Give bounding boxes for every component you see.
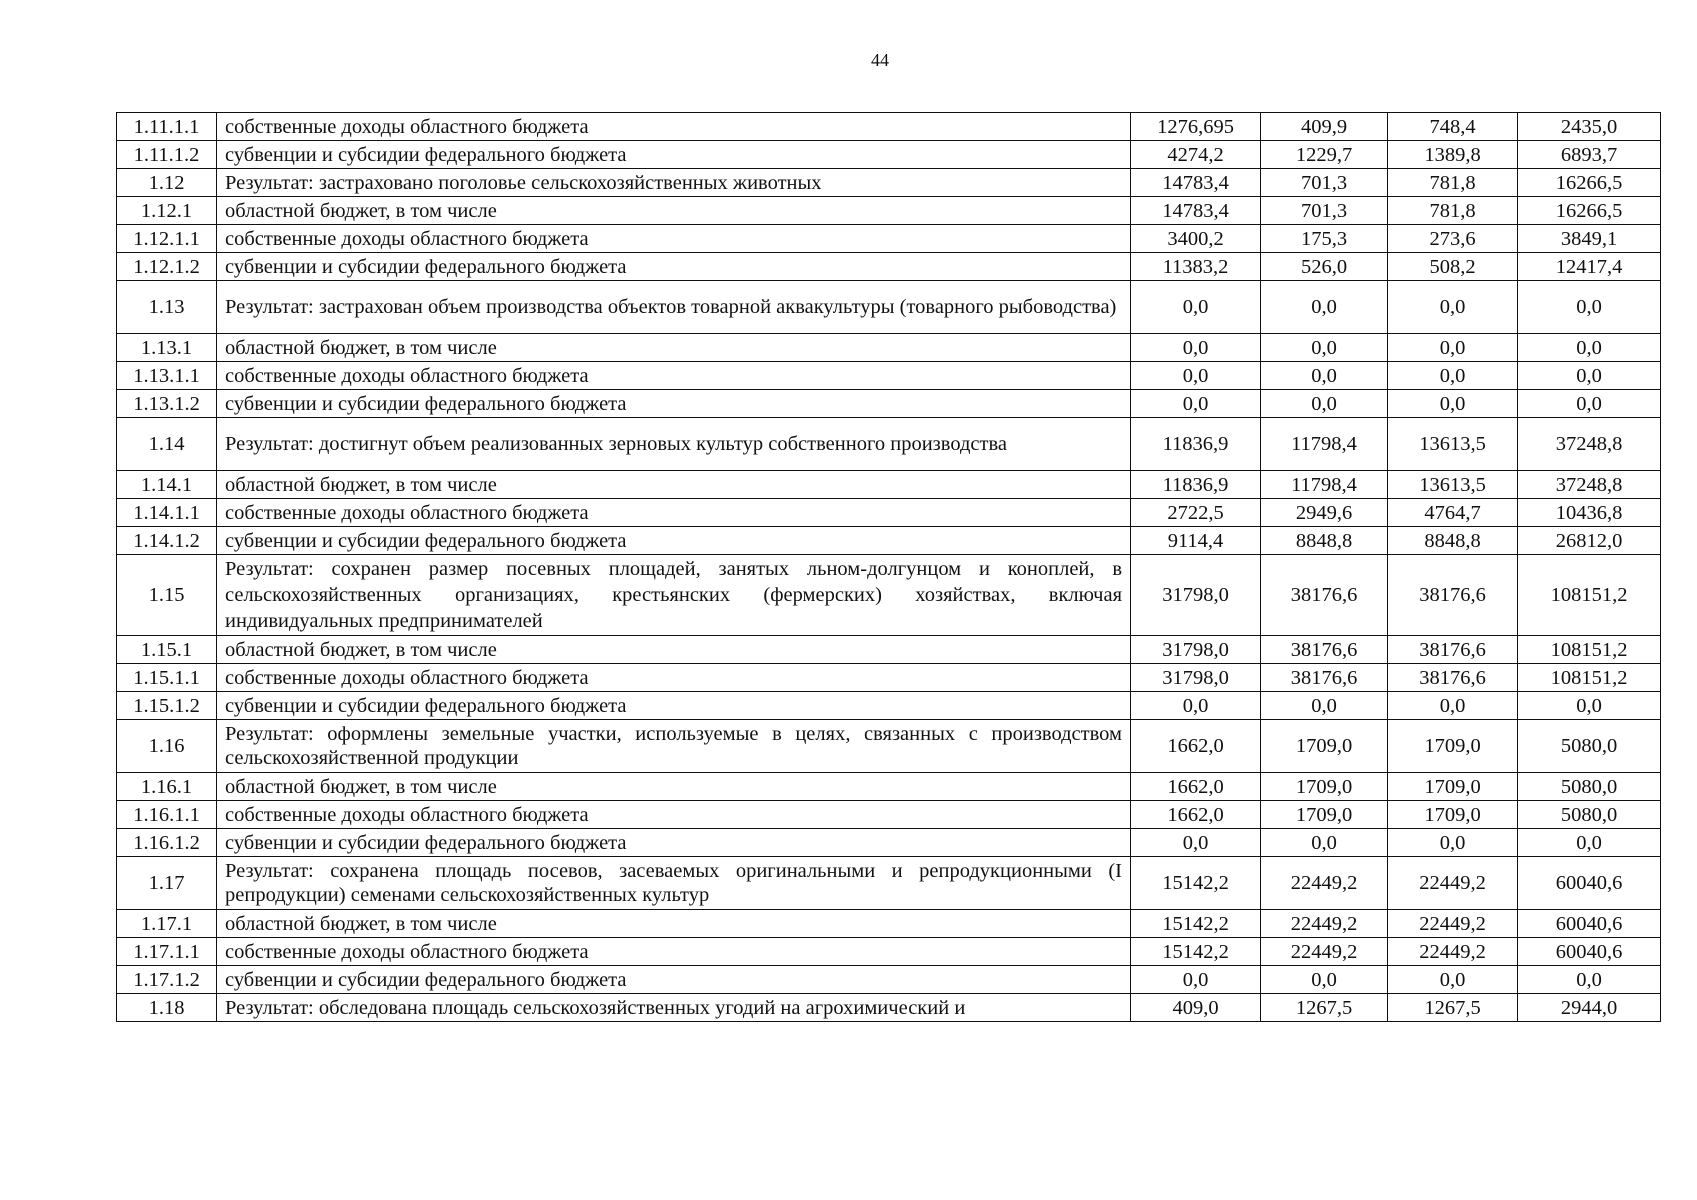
- value-cell-1: 1662,0: [1131, 720, 1261, 773]
- budget-table-body: [117, 113, 1661, 1022]
- row-description-cell: собственные доходы областного бюджета: [217, 664, 1131, 692]
- row-description-cell: субвенции и субсидии федерального бюджета: [217, 829, 1131, 857]
- value-cell-4: 108151,2: [1518, 636, 1661, 664]
- value-cell-3: 38176,6: [1388, 664, 1518, 692]
- row-description-cell: Результат: обследована площадь сельскохозяйственных угодий на агрохимический и: [217, 994, 1131, 1022]
- row-description-cell: собственные доходы областного бюджета: [217, 801, 1131, 829]
- value-cell-4: 0,0: [1518, 334, 1661, 362]
- table-row: [117, 720, 1661, 773]
- value-cell-2: 0,0: [1261, 829, 1388, 857]
- budget-table: [116, 112, 1661, 1022]
- value-cell-1: 31798,0: [1131, 636, 1261, 664]
- value-cell-2: 38176,6: [1261, 555, 1388, 636]
- row-number-cell: 1.12.1: [117, 197, 217, 225]
- row-number-cell: 1.17: [117, 857, 217, 910]
- value-cell-1: 11836,9: [1131, 471, 1261, 499]
- value-cell-3: 781,8: [1388, 169, 1518, 197]
- value-cell-3: 508,2: [1388, 253, 1518, 281]
- value-cell-3: 0,0: [1388, 692, 1518, 720]
- value-cell-1: 11836,9: [1131, 418, 1261, 471]
- row-number-cell: 1.15.1.1: [117, 664, 217, 692]
- value-cell-4: 16266,5: [1518, 197, 1661, 225]
- value-cell-2: 409,9: [1261, 113, 1388, 141]
- value-cell-4: 0,0: [1518, 829, 1661, 857]
- value-cell-4: 2944,0: [1518, 994, 1661, 1022]
- value-cell-4: 60040,6: [1518, 857, 1661, 910]
- value-cell-2: 1709,0: [1261, 801, 1388, 829]
- row-description-cell: Результат: застраховано поголовье сельскохозяйственных животных: [217, 169, 1131, 197]
- value-cell-3: 1389,8: [1388, 141, 1518, 169]
- value-cell-1: 0,0: [1131, 281, 1261, 334]
- value-cell-2: 11798,4: [1261, 471, 1388, 499]
- table-row: [117, 829, 1661, 857]
- row-description-cell: субвенции и субсидии федерального бюджета: [217, 390, 1131, 418]
- value-cell-4: 16266,5: [1518, 169, 1661, 197]
- row-number-cell: 1.13.1.2: [117, 390, 217, 418]
- row-number-cell: 1.15.1.2: [117, 692, 217, 720]
- value-cell-3: 22449,2: [1388, 910, 1518, 938]
- value-cell-1: 14783,4: [1131, 169, 1261, 197]
- table-row: [117, 555, 1661, 636]
- value-cell-4: 0,0: [1518, 281, 1661, 334]
- value-cell-1: 0,0: [1131, 390, 1261, 418]
- value-cell-2: 1267,5: [1261, 994, 1388, 1022]
- table-row: [117, 390, 1661, 418]
- value-cell-1: 1662,0: [1131, 801, 1261, 829]
- value-cell-1: 0,0: [1131, 966, 1261, 994]
- table-row: [117, 966, 1661, 994]
- value-cell-1: 1276,695: [1131, 113, 1261, 141]
- row-description-cell: субвенции и субсидии федерального бюджета: [217, 692, 1131, 720]
- table-row: [117, 527, 1661, 555]
- value-cell-1: 409,0: [1131, 994, 1261, 1022]
- value-cell-4: 10436,8: [1518, 499, 1661, 527]
- value-cell-3: 0,0: [1388, 966, 1518, 994]
- row-description-cell: областной бюджет, в том числе: [217, 197, 1131, 225]
- row-description-cell: областной бюджет, в том числе: [217, 636, 1131, 664]
- value-cell-3: 0,0: [1388, 334, 1518, 362]
- row-description-cell: субвенции и субсидии федерального бюджета: [217, 966, 1131, 994]
- value-cell-4: 5080,0: [1518, 720, 1661, 773]
- value-cell-1: 4274,2: [1131, 141, 1261, 169]
- value-cell-4: 0,0: [1518, 692, 1661, 720]
- value-cell-3: 0,0: [1388, 281, 1518, 334]
- row-number-cell: 1.13: [117, 281, 217, 334]
- value-cell-3: 1709,0: [1388, 720, 1518, 773]
- table-row: [117, 281, 1661, 334]
- row-description-cell: субвенции и субсидии федерального бюджета: [217, 141, 1131, 169]
- row-number-cell: 1.15: [117, 555, 217, 636]
- table-row: [117, 801, 1661, 829]
- row-description-cell: областной бюджет, в том числе: [217, 910, 1131, 938]
- value-cell-1: 31798,0: [1131, 664, 1261, 692]
- row-description-cell: Результат: сохранена площадь посевов, засеваемых оригинальными и репродукционными (I репродукции) семенами сельскохозяйственных культур: [217, 857, 1131, 910]
- row-number-cell: 1.16.1.2: [117, 829, 217, 857]
- table-row: [117, 994, 1661, 1022]
- value-cell-1: 0,0: [1131, 362, 1261, 390]
- value-cell-3: 748,4: [1388, 113, 1518, 141]
- value-cell-2: 0,0: [1261, 281, 1388, 334]
- value-cell-3: 0,0: [1388, 390, 1518, 418]
- value-cell-2: 0,0: [1261, 362, 1388, 390]
- value-cell-3: 1267,5: [1388, 994, 1518, 1022]
- value-cell-3: 1709,0: [1388, 801, 1518, 829]
- value-cell-2: 1709,0: [1261, 773, 1388, 801]
- row-description-cell: субвенции и субсидии федерального бюджета: [217, 253, 1131, 281]
- table-row: [117, 141, 1661, 169]
- row-number-cell: 1.12: [117, 169, 217, 197]
- value-cell-2: 8848,8: [1261, 527, 1388, 555]
- row-number-cell: 1.17.1.1: [117, 938, 217, 966]
- table-row: [117, 499, 1661, 527]
- value-cell-2: 22449,2: [1261, 910, 1388, 938]
- value-cell-4: 0,0: [1518, 362, 1661, 390]
- value-cell-4: 6893,7: [1518, 141, 1661, 169]
- value-cell-1: 31798,0: [1131, 555, 1261, 636]
- value-cell-2: 2949,6: [1261, 499, 1388, 527]
- table-row: [117, 692, 1661, 720]
- row-description-cell: собственные доходы областного бюджета: [217, 499, 1131, 527]
- value-cell-4: 2435,0: [1518, 113, 1661, 141]
- table-row: [117, 253, 1661, 281]
- row-number-cell: 1.16: [117, 720, 217, 773]
- row-number-cell: 1.14.1.1: [117, 499, 217, 527]
- table-row: [117, 857, 1661, 910]
- page-number: 44: [871, 50, 889, 70]
- value-cell-4: 37248,8: [1518, 471, 1661, 499]
- table-row: [117, 773, 1661, 801]
- table-row: [117, 938, 1661, 966]
- value-cell-4: 60040,6: [1518, 938, 1661, 966]
- value-cell-1: 0,0: [1131, 334, 1261, 362]
- value-cell-3: 1709,0: [1388, 773, 1518, 801]
- table-row: [117, 418, 1661, 471]
- value-cell-1: 15142,2: [1131, 938, 1261, 966]
- row-number-cell: 1.11.1.2: [117, 141, 217, 169]
- row-number-cell: 1.12.1.2: [117, 253, 217, 281]
- row-description-cell: областной бюджет, в том числе: [217, 471, 1131, 499]
- value-cell-2: 22449,2: [1261, 938, 1388, 966]
- value-cell-4: 60040,6: [1518, 910, 1661, 938]
- value-cell-1: 0,0: [1131, 829, 1261, 857]
- value-cell-4: 0,0: [1518, 966, 1661, 994]
- value-cell-2: 38176,6: [1261, 636, 1388, 664]
- value-cell-3: 38176,6: [1388, 555, 1518, 636]
- value-cell-2: 11798,4: [1261, 418, 1388, 471]
- row-number-cell: 1.15.1: [117, 636, 217, 664]
- value-cell-1: 3400,2: [1131, 225, 1261, 253]
- row-number-cell: 1.16.1: [117, 773, 217, 801]
- value-cell-2: 175,3: [1261, 225, 1388, 253]
- row-number-cell: 1.18: [117, 994, 217, 1022]
- value-cell-2: 0,0: [1261, 390, 1388, 418]
- value-cell-3: 22449,2: [1388, 857, 1518, 910]
- value-cell-1: 14783,4: [1131, 197, 1261, 225]
- row-number-cell: 1.14: [117, 418, 217, 471]
- row-description-cell: Результат: достигнут объем реализованных зерновых культур собственного производства: [217, 418, 1131, 471]
- row-number-cell: 1.14.1: [117, 471, 217, 499]
- value-cell-4: 5080,0: [1518, 773, 1661, 801]
- table-row: [117, 197, 1661, 225]
- table-row: [117, 225, 1661, 253]
- value-cell-3: 13613,5: [1388, 418, 1518, 471]
- value-cell-3: 0,0: [1388, 829, 1518, 857]
- table-row: [117, 664, 1661, 692]
- row-number-cell: 1.14.1.2: [117, 527, 217, 555]
- row-description-cell: Результат: оформлены земельные участки, используемые в целях, связанных с производством сельскохозяйственной продукции: [217, 720, 1131, 773]
- row-number-cell: 1.17.1.2: [117, 966, 217, 994]
- value-cell-2: 0,0: [1261, 692, 1388, 720]
- table-row: [117, 362, 1661, 390]
- value-cell-1: 2722,5: [1131, 499, 1261, 527]
- value-cell-1: 15142,2: [1131, 857, 1261, 910]
- value-cell-4: 5080,0: [1518, 801, 1661, 829]
- row-number-cell: 1.13.1: [117, 334, 217, 362]
- row-description-cell: собственные доходы областного бюджета: [217, 938, 1131, 966]
- row-description-cell: областной бюджет, в том числе: [217, 334, 1131, 362]
- row-number-cell: 1.17.1: [117, 910, 217, 938]
- value-cell-3: 0,0: [1388, 362, 1518, 390]
- row-number-cell: 1.13.1.1: [117, 362, 217, 390]
- value-cell-4: 12417,4: [1518, 253, 1661, 281]
- row-number-cell: 1.12.1.1: [117, 225, 217, 253]
- table-row: [117, 334, 1661, 362]
- row-description-cell: субвенции и субсидии федерального бюджета: [217, 527, 1131, 555]
- value-cell-2: 526,0: [1261, 253, 1388, 281]
- value-cell-1: 15142,2: [1131, 910, 1261, 938]
- value-cell-4: 0,0: [1518, 390, 1661, 418]
- value-cell-4: 37248,8: [1518, 418, 1661, 471]
- row-description-cell: собственные доходы областного бюджета: [217, 362, 1131, 390]
- value-cell-3: 22449,2: [1388, 938, 1518, 966]
- value-cell-1: 0,0: [1131, 692, 1261, 720]
- table-row: [117, 636, 1661, 664]
- value-cell-1: 1662,0: [1131, 773, 1261, 801]
- value-cell-4: 26812,0: [1518, 527, 1661, 555]
- table-row: [117, 471, 1661, 499]
- value-cell-3: 8848,8: [1388, 527, 1518, 555]
- value-cell-2: 701,3: [1261, 197, 1388, 225]
- value-cell-3: 4764,7: [1388, 499, 1518, 527]
- value-cell-4: 108151,2: [1518, 555, 1661, 636]
- value-cell-2: 701,3: [1261, 169, 1388, 197]
- value-cell-2: 38176,6: [1261, 664, 1388, 692]
- value-cell-2: 1229,7: [1261, 141, 1388, 169]
- value-cell-4: 3849,1: [1518, 225, 1661, 253]
- row-number-cell: 1.11.1.1: [117, 113, 217, 141]
- value-cell-3: 273,6: [1388, 225, 1518, 253]
- row-description-cell: Результат: застрахован объем производства объектов товарной аквакультуры (товарного рыбоводства): [217, 281, 1131, 334]
- value-cell-2: 0,0: [1261, 334, 1388, 362]
- row-number-cell: 1.16.1.1: [117, 801, 217, 829]
- value-cell-4: 108151,2: [1518, 664, 1661, 692]
- value-cell-1: 11383,2: [1131, 253, 1261, 281]
- row-description-cell: областной бюджет, в том числе: [217, 773, 1131, 801]
- value-cell-3: 13613,5: [1388, 471, 1518, 499]
- row-description-cell: Результат: сохранен размер посевных площадей, занятых льном-долгунцом и коноплей, в сельскохозяйственных организациях, крестьянских (фермерских) хозяйствах, включая индивидуальных предпринимателей: [217, 555, 1131, 636]
- table-row: [117, 910, 1661, 938]
- table-row: [117, 169, 1661, 197]
- row-description-cell: собственные доходы областного бюджета: [217, 225, 1131, 253]
- value-cell-2: 22449,2: [1261, 857, 1388, 910]
- value-cell-3: 38176,6: [1388, 636, 1518, 664]
- table-row: [117, 113, 1661, 141]
- value-cell-2: 0,0: [1261, 966, 1388, 994]
- value-cell-1: 9114,4: [1131, 527, 1261, 555]
- value-cell-3: 781,8: [1388, 197, 1518, 225]
- row-description-cell: собственные доходы областного бюджета: [217, 113, 1131, 141]
- value-cell-2: 1709,0: [1261, 720, 1388, 773]
